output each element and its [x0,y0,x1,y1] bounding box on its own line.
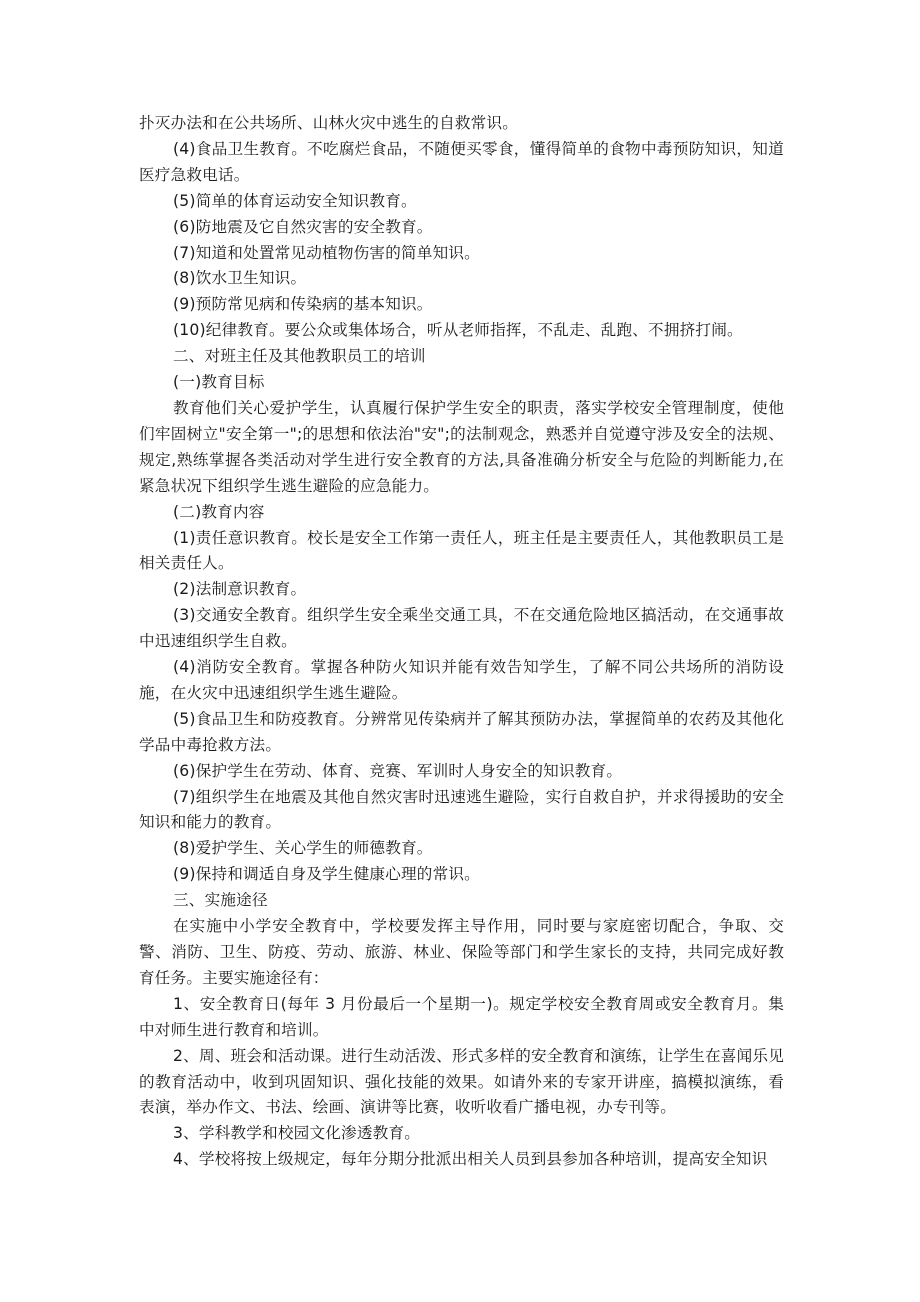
paragraph: (5)简单的体育运动安全知识教育。 [173,191,417,210]
paragraph: 4、学校将按上级规定，每年分期分批派出相关人员到县参加各种培训，提高安全知识 [173,1150,768,1169]
paragraph: (7)知道和处置常见动植物伤害的简单知识。 [173,243,480,262]
paragraph: 教育他们关心爱护学生，认真履行保护学生安全的职责，落实学校安全管理制度，使他们牢固树立"安全第一";的思想和依法治"安";的法制观念，熟悉并自觉遵守涉及安全的法规、规定,熟练掌握各类活动对学生进行安全教育的方法,具备准确分析安全与危险的判断能力,在紧急状况下组织学生逃生避险的应急能力。 [139,398,784,495]
paragraph: (5)食品卫生和防疫教育。分辨常见传染病并了解其预防办法，掌握简单的农药及其他化学品中毒抢救方法。 [139,709,784,754]
paragraph: (7)组织学生在地震及其他自然灾害时迅速逃生避险，实行自救自护，并求得援助的安全知识和能力的教育。 [139,787,784,832]
paragraph: 3、学科教学和校园文化渗透教育。 [173,1124,421,1143]
paragraph: (10)纪律教育。要公众或集体场合，听从老师指挥，不乱走、乱跑、不拥挤打闹。 [173,321,743,340]
section-heading: 二、对班主任及其他教职员工的培训 [173,347,426,366]
paragraph: (8)饮水卫生知识。 [173,269,307,288]
paragraph: (6)保护学生在劳动、体育、竞赛、军训时人身安全的知识教育。 [173,761,623,780]
paragraph: 在实施中小学安全教育中，学校要发挥主导作用，同时要与家庭密切配合，争取、交警、消防、卫生、防疫、劳动、旅游、林业、保险等部门和学生家长的支持，共同完成好教育任务。主要实施途径有： [139,917,784,987]
subsection-heading: (二)教育内容 [173,502,265,521]
paragraph: (1)责任意识教育。校长是安全工作第一责任人，班主任是主要责任人，其他教职员工是相关责任人。 [139,528,784,573]
paragraph: (3)交通安全教育。组织学生安全乘坐交通工具，不在交通危险地区搞活动，在交通事故中迅速组织学生自救。 [139,606,784,651]
paragraph: 1、安全教育日(每年 3 月份最后一个星期一)。规定学校安全教育周或安全教育月。集中对师生进行教育和培训。 [139,994,784,1039]
document-body [139,111,784,1173]
paragraph: (9)保持和调适自身及学生健康心理的常识。 [173,865,480,884]
paragraph: (2)法制意识教育。 [173,580,307,599]
paragraph: (9)预防常见病和传染病的基本知识。 [173,295,433,314]
paragraph: (8)爱护学生、关心学生的师德教育。 [173,839,433,858]
subsection-heading: (一)教育目标 [173,373,265,392]
paragraph: (6)防地震及它自然灾害的安全教育。 [173,217,433,236]
paragraph: 扑灭办法和在公共场所、山林火灾中逃生的自救常识。 [139,114,519,132]
paragraph: (4)消防安全教育。掌握各种防火知识并能有效告知学生，了解不同公共场所的消防设施，在火灾中迅速组织学生逃生避险。 [139,658,784,702]
section-heading: 三、实施途径 [173,891,268,910]
paragraph: 2、周、班会和活动课。进行生动活泼、形式多样的安全教育和演练，让学生在喜闻乐见的教育活动中，收到巩固知识、强化技能的效果。如请外来的专家开讲座，搞模拟演练，看表演，举办作文、书法、绘画、演讲等比赛，收听收看广播电视，办专刊等。 [139,1046,784,1117]
paragraph: (4)食品卫生教育。不吃腐烂食品，不随便买零食，懂得简单的食物中毒预防知识，知道医疗急救电话。 [139,139,784,184]
